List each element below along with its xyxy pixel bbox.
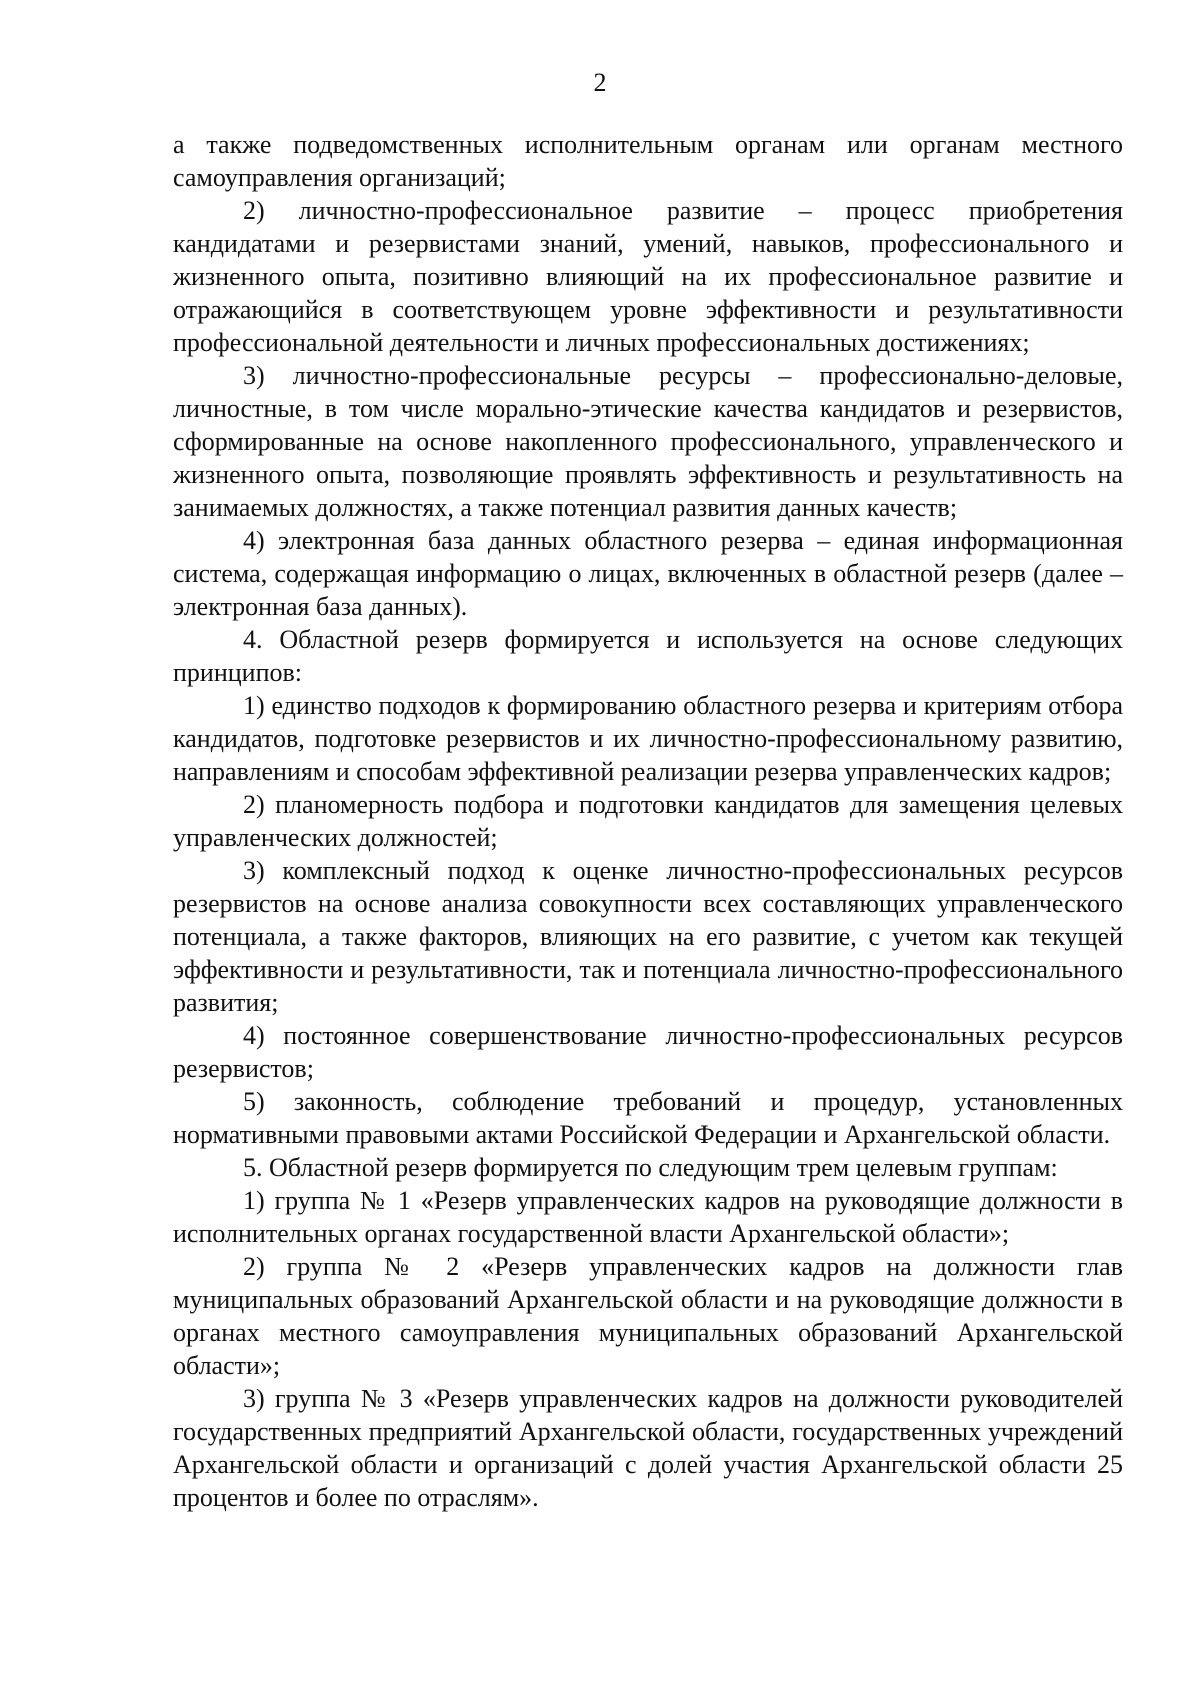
paragraph-item-2-personal-development: 2) личностно-профессиональное развитие – процесс приобретения кандидатами и резервистами знаний, умений, навыков, профессионального и жизненного опыта, позитивно влияющий на их профессиональное развитие и отражающийся в соответствующем уровне эффективности и результативности профессиональной деятельности и личных профессиональных достижениях; [173, 196, 1123, 357]
paragraph-continuation: а также подведомственных исполнительным органам или органам местного самоуправления организаций; [173, 130, 1123, 192]
paragraph-group-1: 1) группа № 1 «Резерв управленческих кадров на руководящие должности в исполнительных органах государственной власти Архангельской области»; [173, 1186, 1123, 1248]
paragraph-group-2: 2) группа № 2 «Резерв управленческих кадров на должности глав муниципальных образований Архангельской области и на руководящие должности в органах местного самоуправления муниципальных образований Архангельской области»; [173, 1252, 1123, 1380]
paragraph-principle-4: 4) постоянное совершенствование личностно-профессиональных ресурсов резервистов; [173, 1021, 1123, 1083]
paragraph-group-3: 3) группа № 3 «Резерв управленческих кадров на должности руководителей государственных предприятий Архангельской области, государственных учреждений Архангельской области и организаций с долей участия Архангельской области 25 процентов и более по отраслям». [173, 1384, 1123, 1512]
document-body [173, 128, 1123, 1514]
paragraph-principle-1: 1) единство подходов к формированию областного резерва и критериям отбора кандидатов, подготовке резервистов и их личностно-профессиональному развитию, направлениям и способам эффективной реализации резерва управленческих кадров; [173, 691, 1123, 786]
paragraph-item-3-personal-resources: 3) личностно-профессиональные ресурсы – профессионально-деловые, личностные, в том числе морально-этические качества кандидатов и резервистов, сформированные на основе накопленного профессионального, управленческого и жизненного опыта, позволяющие проявлять эффективность и результативность на занимаемых должностях, а также потенциал развития данных качеств; [173, 361, 1123, 522]
paragraph-principle-2: 2) планомерность подбора и подготовки кандидатов для замещения целевых управленческих должностей; [173, 790, 1123, 852]
paragraph-principle-3: 3) комплексный подход к оценке личностно-профессиональных ресурсов резервистов на основе анализа совокупности всех составляющих управленческого потенциала, а также факторов, влияющих на его развитие, с учетом как текущей эффективности и результативности, так и потенциала личностно-профессионального развития; [173, 856, 1123, 1017]
paragraph-section-4-principles: 4. Областной резерв формируется и используется на основе следующих принципов: [173, 625, 1123, 687]
paragraph-principle-5: 5) законность, соблюдение требований и процедур, установленных нормативными правовыми актами Российской Федерации и Архангельской области. [173, 1087, 1123, 1149]
paragraph-section-5-groups: 5. Областной резерв формируется по следующим трем целевым группам: [243, 1153, 1058, 1182]
paragraph-item-4-electronic-database: 4) электронная база данных областного резерва – единая информационная система, содержащая информацию о лицах, включенных в областной резерв (далее – электронная база данных). [173, 526, 1123, 621]
page-number: 2 [593, 68, 607, 97]
